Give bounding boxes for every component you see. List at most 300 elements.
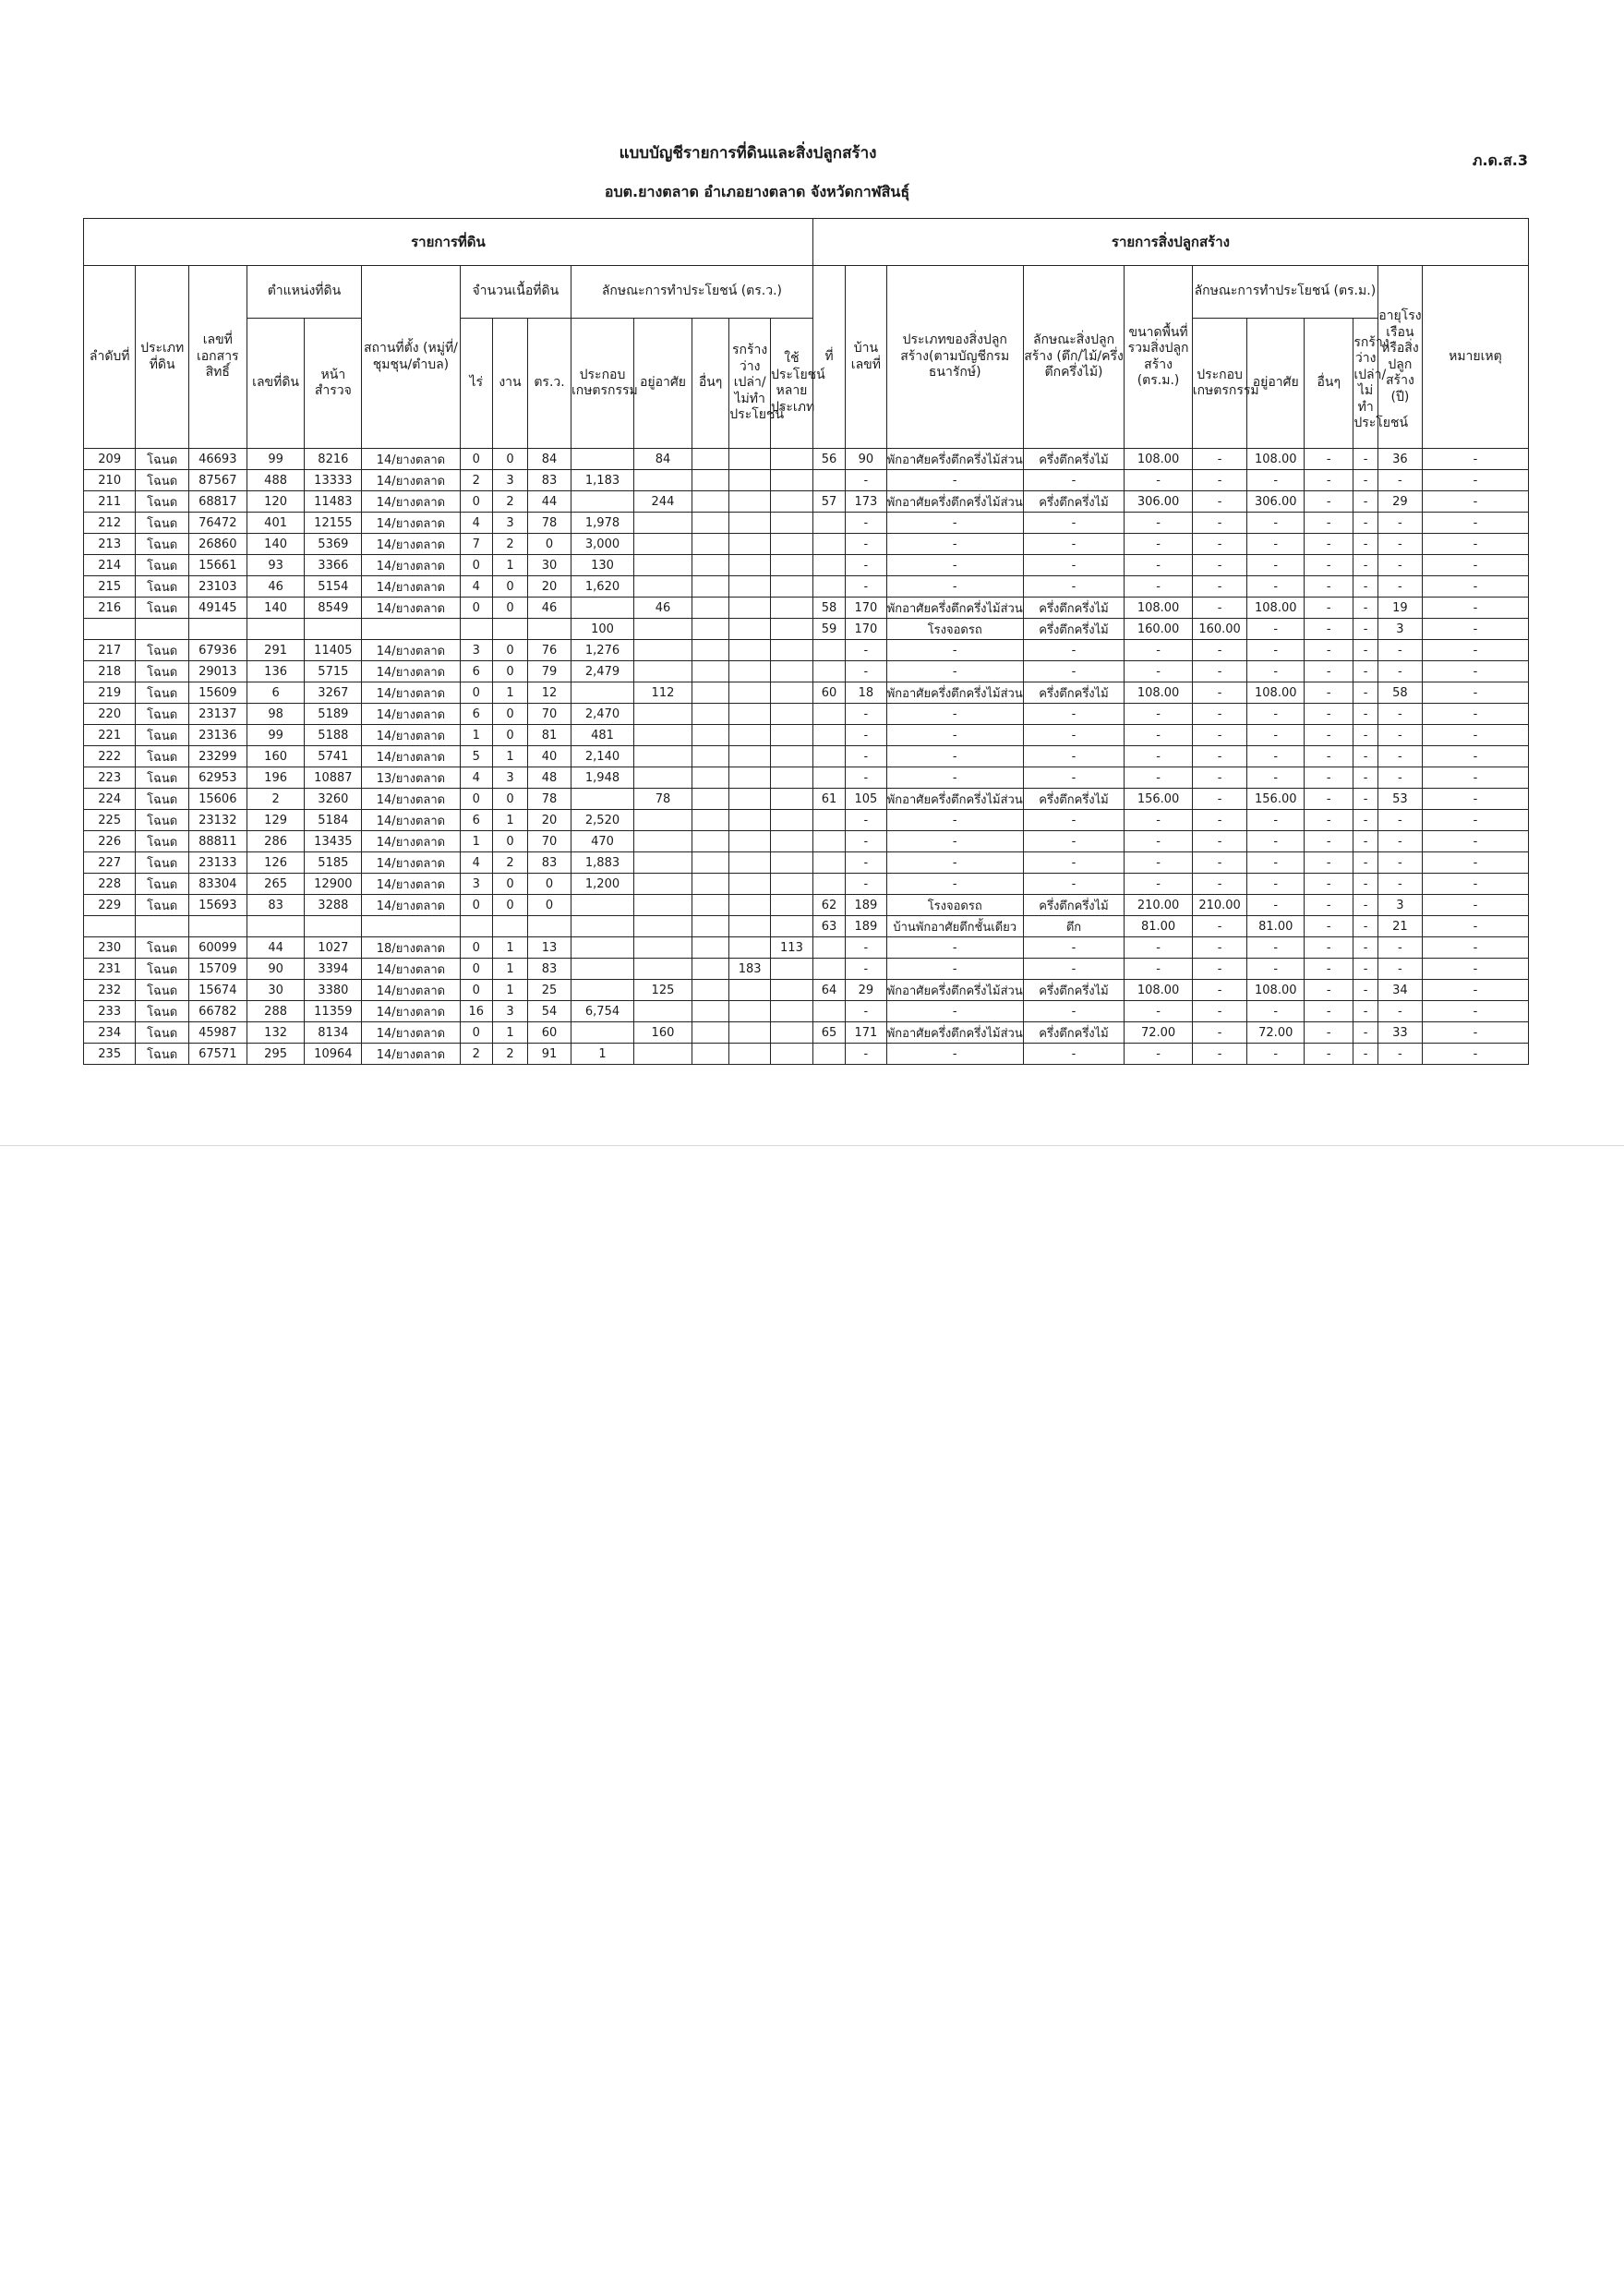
table-cell — [634, 470, 692, 491]
table-cell: 2,520 — [571, 810, 633, 831]
table-cell: - — [1377, 640, 1422, 661]
table-cell: 14/ยางตลาด — [362, 534, 460, 555]
table-cell: 108.00 — [1247, 980, 1305, 1001]
table-cell: - — [1125, 852, 1192, 874]
table-cell: - — [1125, 746, 1192, 767]
table-cell: 5184 — [305, 810, 362, 831]
table-cell: 29013 — [188, 661, 247, 682]
col-building-resid: อยู่อาศัย — [1247, 319, 1305, 449]
table-row — [84, 725, 1529, 746]
table-cell — [729, 513, 771, 534]
table-cell — [492, 619, 527, 640]
table-cell — [729, 810, 771, 831]
table-cell: 0 — [492, 449, 527, 470]
table-cell — [771, 619, 813, 640]
table-cell: 3 — [460, 874, 492, 895]
table-cell — [692, 746, 728, 767]
col-land-use-group: ลักษณะการทำประโยชน์ (ตร.ว.) — [571, 266, 812, 319]
table-cell: - — [1305, 534, 1353, 555]
table-cell: - — [1422, 1044, 1528, 1065]
table-cell: 225 — [84, 810, 136, 831]
table-cell — [692, 895, 728, 916]
table-cell: 83 — [528, 959, 571, 980]
table-cell: - — [1023, 1001, 1125, 1022]
table-cell: - — [1422, 513, 1528, 534]
table-cell: - — [846, 767, 887, 789]
table-cell — [692, 789, 728, 810]
table-cell: โฉนด — [136, 555, 188, 576]
table-cell: 18/ยางตลาด — [362, 937, 460, 959]
table-cell — [812, 725, 845, 746]
table-cell: 78 — [634, 789, 692, 810]
table-cell: 14/ยางตลาด — [362, 1044, 460, 1065]
table-cell — [362, 916, 460, 937]
table-cell: - — [1125, 513, 1192, 534]
table-cell: 1,183 — [571, 470, 633, 491]
table-cell: 3 — [492, 470, 527, 491]
table-cell: - — [1305, 789, 1353, 810]
table-cell: - — [1247, 470, 1305, 491]
table-cell: 54 — [528, 1001, 571, 1022]
table-cell: 0 — [492, 576, 527, 598]
table-cell — [771, 746, 813, 767]
table-cell: - — [1353, 746, 1378, 767]
table-cell: 14/ยางตลาด — [362, 555, 460, 576]
table-cell: โฉนด — [136, 704, 188, 725]
table-cell: - — [1023, 640, 1125, 661]
table-cell: - — [1377, 1001, 1422, 1022]
table-cell: - — [1125, 640, 1192, 661]
table-cell: 0 — [492, 895, 527, 916]
land-group-header: รายการที่ดิน — [84, 219, 813, 266]
table-cell: - — [1353, 576, 1378, 598]
table-cell: 83304 — [188, 874, 247, 895]
table-cell: - — [846, 555, 887, 576]
table-cell: 13/ยางตลาด — [362, 767, 460, 789]
table-cell: 11359 — [305, 1001, 362, 1022]
table-cell: - — [1125, 704, 1192, 725]
table-row — [84, 1044, 1529, 1065]
document-subtitle: อบต.ยางตลาด อำเภอยางตลาด จังหวัดกาฬสินธุ์ — [604, 183, 910, 200]
table-cell: - — [886, 640, 1023, 661]
table-cell: - — [1305, 874, 1353, 895]
table-cell — [692, 874, 728, 895]
table-cell — [729, 937, 771, 959]
table-cell — [692, 661, 728, 682]
col-wa: ตร.ว. — [528, 319, 571, 449]
table-cell: - — [1247, 640, 1305, 661]
table-cell: 3260 — [305, 789, 362, 810]
table-cell — [812, 555, 845, 576]
table-cell: 183 — [729, 959, 771, 980]
table-row — [84, 598, 1529, 619]
table-cell: 210 — [84, 470, 136, 491]
table-cell — [247, 619, 305, 640]
table-cell: 210.00 — [1192, 895, 1247, 916]
table-cell — [771, 725, 813, 746]
table-cell: - — [1353, 661, 1378, 682]
table-cell: โฉนด — [136, 640, 188, 661]
table-cell: 62953 — [188, 767, 247, 789]
table-cell: 23132 — [188, 810, 247, 831]
table-cell: - — [1422, 746, 1528, 767]
table-row — [84, 810, 1529, 831]
table-cell: - — [1125, 470, 1192, 491]
table-cell: - — [1305, 1022, 1353, 1044]
table-cell: - — [1422, 598, 1528, 619]
table-cell: 14/ยางตลาด — [362, 746, 460, 767]
table-cell — [729, 704, 771, 725]
table-cell: 23137 — [188, 704, 247, 725]
table-row — [84, 704, 1529, 725]
table-cell: 100 — [571, 619, 633, 640]
table-cell — [812, 959, 845, 980]
table-cell — [729, 640, 771, 661]
table-cell: - — [1422, 725, 1528, 746]
table-cell: - — [1247, 619, 1305, 640]
table-cell: - — [1353, 1022, 1378, 1044]
col-land-vacant: รกร้างว่างเปล่า/ไม่ทำประโยชน์ — [729, 319, 771, 449]
table-cell: 23136 — [188, 725, 247, 746]
table-cell: 3 — [492, 1001, 527, 1022]
table-cell — [729, 831, 771, 852]
table-cell: 1,978 — [571, 513, 633, 534]
table-cell — [729, 491, 771, 513]
table-cell: 4 — [460, 513, 492, 534]
table-cell: โรงจอดรถ — [886, 895, 1023, 916]
table-cell: 7 — [460, 534, 492, 555]
table-cell: - — [1353, 704, 1378, 725]
table-cell: - — [1023, 831, 1125, 852]
table-cell: 13333 — [305, 470, 362, 491]
table-row — [84, 449, 1529, 470]
table-cell: - — [1422, 449, 1528, 470]
table-cell: 70 — [528, 831, 571, 852]
table-cell: 84 — [634, 449, 692, 470]
table-cell: 14/ยางตลาด — [362, 874, 460, 895]
table-cell — [729, 767, 771, 789]
table-cell: - — [886, 831, 1023, 852]
table-cell: - — [1353, 937, 1378, 959]
table-cell: - — [1305, 449, 1353, 470]
table-cell: 5741 — [305, 746, 362, 767]
table-cell: - — [1192, 449, 1247, 470]
table-cell — [692, 598, 728, 619]
table-cell — [812, 810, 845, 831]
table-cell: 0 — [460, 1022, 492, 1044]
table-cell: 0 — [492, 640, 527, 661]
table-cell: 1 — [492, 810, 527, 831]
table-cell: - — [1247, 661, 1305, 682]
col-location: สถานที่ตั้ง (หมู่ที่/ชุมชุน/ตำบล) — [362, 266, 460, 449]
table-cell: - — [1247, 555, 1305, 576]
table-cell: - — [1422, 682, 1528, 704]
table-cell: 0 — [460, 789, 492, 810]
table-cell: โฉนด — [136, 831, 188, 852]
table-cell: - — [1247, 1001, 1305, 1022]
table-cell — [634, 874, 692, 895]
table-row — [84, 534, 1529, 555]
table-cell: 72.00 — [1125, 1022, 1192, 1044]
table-cell — [362, 619, 460, 640]
table-cell: 210.00 — [1125, 895, 1192, 916]
table-cell — [634, 513, 692, 534]
table-cell: 30 — [247, 980, 305, 1001]
table-cell — [812, 937, 845, 959]
table-cell: - — [1247, 895, 1305, 916]
table-cell: 481 — [571, 725, 633, 746]
table-cell: พักอาศัยครึ่งตึกครึ่งไม้ส่วน — [886, 598, 1023, 619]
table-cell: 6,754 — [571, 1001, 633, 1022]
table-cell — [771, 874, 813, 895]
table-cell: 30 — [528, 555, 571, 576]
table-cell: 0 — [460, 937, 492, 959]
table-cell — [692, 937, 728, 959]
table-cell: 20 — [528, 810, 571, 831]
table-cell: - — [1422, 916, 1528, 937]
table-cell: - — [1422, 640, 1528, 661]
table-cell — [492, 916, 527, 937]
table-cell: 25 — [528, 980, 571, 1001]
table-cell: 81.00 — [1247, 916, 1305, 937]
table-cell: - — [1353, 598, 1378, 619]
table-cell — [634, 767, 692, 789]
table-cell: - — [846, 852, 887, 874]
table-cell: พักอาศัยครึ่งตึกครึ่งไม้ส่วน — [886, 1022, 1023, 1044]
table-cell: 57 — [812, 491, 845, 513]
table-row — [84, 640, 1529, 661]
table-cell: - — [1305, 491, 1353, 513]
table-cell: 14/ยางตลาด — [362, 980, 460, 1001]
table-cell: - — [846, 661, 887, 682]
table-cell: 3 — [1377, 895, 1422, 916]
table-cell: 12 — [528, 682, 571, 704]
table-cell: - — [1192, 491, 1247, 513]
col-survey-page: หน้าสำรวจ — [305, 319, 362, 449]
table-cell: 26860 — [188, 534, 247, 555]
table-cell: 235 — [84, 1044, 136, 1065]
table-cell: 295 — [247, 1044, 305, 1065]
table-cell: 5715 — [305, 661, 362, 682]
table-cell — [729, 895, 771, 916]
table-cell: ตึก — [1023, 916, 1125, 937]
table-cell — [692, 959, 728, 980]
table-cell: 0 — [460, 555, 492, 576]
table-cell: - — [1353, 619, 1378, 640]
table-cell: ครึ่งตึกครึ่งไม้ — [1023, 980, 1125, 1001]
table-cell — [812, 874, 845, 895]
table-cell: 1,276 — [571, 640, 633, 661]
table-cell: 15674 — [188, 980, 247, 1001]
table-cell: - — [1377, 937, 1422, 959]
table-cell: 1 — [492, 980, 527, 1001]
table-cell: 108.00 — [1125, 980, 1192, 1001]
table-cell: พักอาศัยครึ่งตึกครึ่งไม้ส่วน — [886, 491, 1023, 513]
table-cell: 15693 — [188, 895, 247, 916]
table-cell — [771, 916, 813, 937]
table-row — [84, 513, 1529, 534]
table-cell: 0 — [528, 874, 571, 895]
table-cell: - — [846, 831, 887, 852]
table-cell: - — [1353, 1044, 1378, 1065]
table-cell: 130 — [571, 555, 633, 576]
table-cell: 2 — [492, 852, 527, 874]
table-cell: - — [1305, 682, 1353, 704]
table-cell: โฉนด — [136, 725, 188, 746]
table-cell — [692, 449, 728, 470]
table-cell: 23133 — [188, 852, 247, 874]
table-cell — [571, 916, 633, 937]
table-cell: - — [1192, 1022, 1247, 1044]
table-cell: - — [1247, 576, 1305, 598]
table-cell: 23103 — [188, 576, 247, 598]
table-cell: - — [1247, 767, 1305, 789]
table-cell: - — [846, 1044, 887, 1065]
table-cell: 196 — [247, 767, 305, 789]
table-cell: - — [1305, 598, 1353, 619]
building-group-header: รายการสิ่งปลูกสร้าง — [812, 219, 1528, 266]
table-cell: 136 — [247, 661, 305, 682]
table-cell: - — [886, 576, 1023, 598]
table-cell — [729, 619, 771, 640]
table-cell: โฉนด — [136, 598, 188, 619]
table-cell: 291 — [247, 640, 305, 661]
table-cell: - — [1305, 810, 1353, 831]
table-cell — [634, 555, 692, 576]
table-cell — [692, 640, 728, 661]
table-cell: 173 — [846, 491, 887, 513]
table-cell: - — [1192, 470, 1247, 491]
table-cell: 0 — [460, 449, 492, 470]
table-cell — [692, 470, 728, 491]
table-cell — [771, 491, 813, 513]
table-cell: 79 — [528, 661, 571, 682]
table-cell: 36 — [1377, 449, 1422, 470]
table-cell: - — [1353, 449, 1378, 470]
table-cell — [812, 831, 845, 852]
table-cell: 3 — [492, 767, 527, 789]
table-cell: - — [1192, 831, 1247, 852]
table-cell: โรงจอดรถ — [886, 619, 1023, 640]
table-cell: - — [1305, 725, 1353, 746]
table-cell: 64 — [812, 980, 845, 1001]
col-building-age: อายุโรงเรือนหรือสิ่งปลูกสร้าง (ปี) — [1377, 266, 1422, 449]
property-register-table — [83, 218, 1529, 1065]
table-cell: - — [1247, 937, 1305, 959]
table-cell — [571, 937, 633, 959]
table-cell — [729, 746, 771, 767]
table-cell: - — [1192, 534, 1247, 555]
table-cell — [812, 746, 845, 767]
table-cell: 15606 — [188, 789, 247, 810]
table-cell: - — [886, 959, 1023, 980]
table-cell: 33 — [1377, 1022, 1422, 1044]
table-cell: - — [1192, 789, 1247, 810]
table-cell: 222 — [84, 746, 136, 767]
table-cell: 3394 — [305, 959, 362, 980]
table-cell: - — [1377, 555, 1422, 576]
table-cell: 108.00 — [1247, 682, 1305, 704]
table-cell: 8216 — [305, 449, 362, 470]
table-cell: - — [1305, 852, 1353, 874]
table-cell: - — [1305, 661, 1353, 682]
table-cell: 66782 — [188, 1001, 247, 1022]
table-cell: - — [1125, 1001, 1192, 1022]
table-cell — [771, 980, 813, 1001]
table-cell — [771, 810, 813, 831]
table-cell: 216 — [84, 598, 136, 619]
table-cell — [692, 810, 728, 831]
table-cell: - — [1422, 980, 1528, 1001]
table-cell — [634, 831, 692, 852]
table-cell: 288 — [247, 1001, 305, 1022]
table-cell: - — [1247, 852, 1305, 874]
table-cell — [771, 534, 813, 555]
table-cell: - — [1377, 810, 1422, 831]
table-cell: - — [1377, 767, 1422, 789]
table-cell — [634, 704, 692, 725]
table-cell: - — [1192, 980, 1247, 1001]
table-cell: 67936 — [188, 640, 247, 661]
table-cell: 20 — [528, 576, 571, 598]
table-row — [84, 619, 1529, 640]
table-cell: - — [1192, 959, 1247, 980]
table-cell: 233 — [84, 1001, 136, 1022]
table-row — [84, 789, 1529, 810]
table-cell: 62 — [812, 895, 845, 916]
table-cell: 265 — [247, 874, 305, 895]
table-cell: โฉนด — [136, 534, 188, 555]
table-cell: 0 — [460, 980, 492, 1001]
table-cell: - — [1192, 704, 1247, 725]
table-cell: - — [1125, 810, 1192, 831]
table-cell: โฉนด — [136, 661, 188, 682]
table-cell: 230 — [84, 937, 136, 959]
table-cell: 59 — [812, 619, 845, 640]
table-cell: - — [1247, 725, 1305, 746]
table-cell: - — [1023, 555, 1125, 576]
table-body — [84, 449, 1529, 1065]
table-cell — [771, 1044, 813, 1065]
table-cell: 16 — [460, 1001, 492, 1022]
table-cell: 48 — [528, 767, 571, 789]
table-cell: 6 — [460, 810, 492, 831]
table-cell — [729, 555, 771, 576]
table-cell — [84, 619, 136, 640]
table-cell: 11483 — [305, 491, 362, 513]
table-cell: 112 — [634, 682, 692, 704]
table-cell: 140 — [247, 534, 305, 555]
table-cell: 8134 — [305, 1022, 362, 1044]
table-cell: - — [886, 555, 1023, 576]
table-cell: 3 — [1377, 619, 1422, 640]
table-cell: ครึ่งตึกครึ่งไม้ — [1023, 682, 1125, 704]
table-cell — [812, 513, 845, 534]
table-cell — [771, 831, 813, 852]
table-cell: - — [1023, 534, 1125, 555]
table-cell — [812, 661, 845, 682]
table-cell: - — [1023, 937, 1125, 959]
table-cell — [305, 916, 362, 937]
table-cell: 0 — [460, 959, 492, 980]
table-cell — [247, 916, 305, 937]
table-cell: 46 — [247, 576, 305, 598]
table-cell: 6 — [460, 704, 492, 725]
table-cell: - — [1125, 1044, 1192, 1065]
table-cell: โฉนด — [136, 470, 188, 491]
table-cell: - — [886, 661, 1023, 682]
table-cell: - — [1422, 661, 1528, 682]
